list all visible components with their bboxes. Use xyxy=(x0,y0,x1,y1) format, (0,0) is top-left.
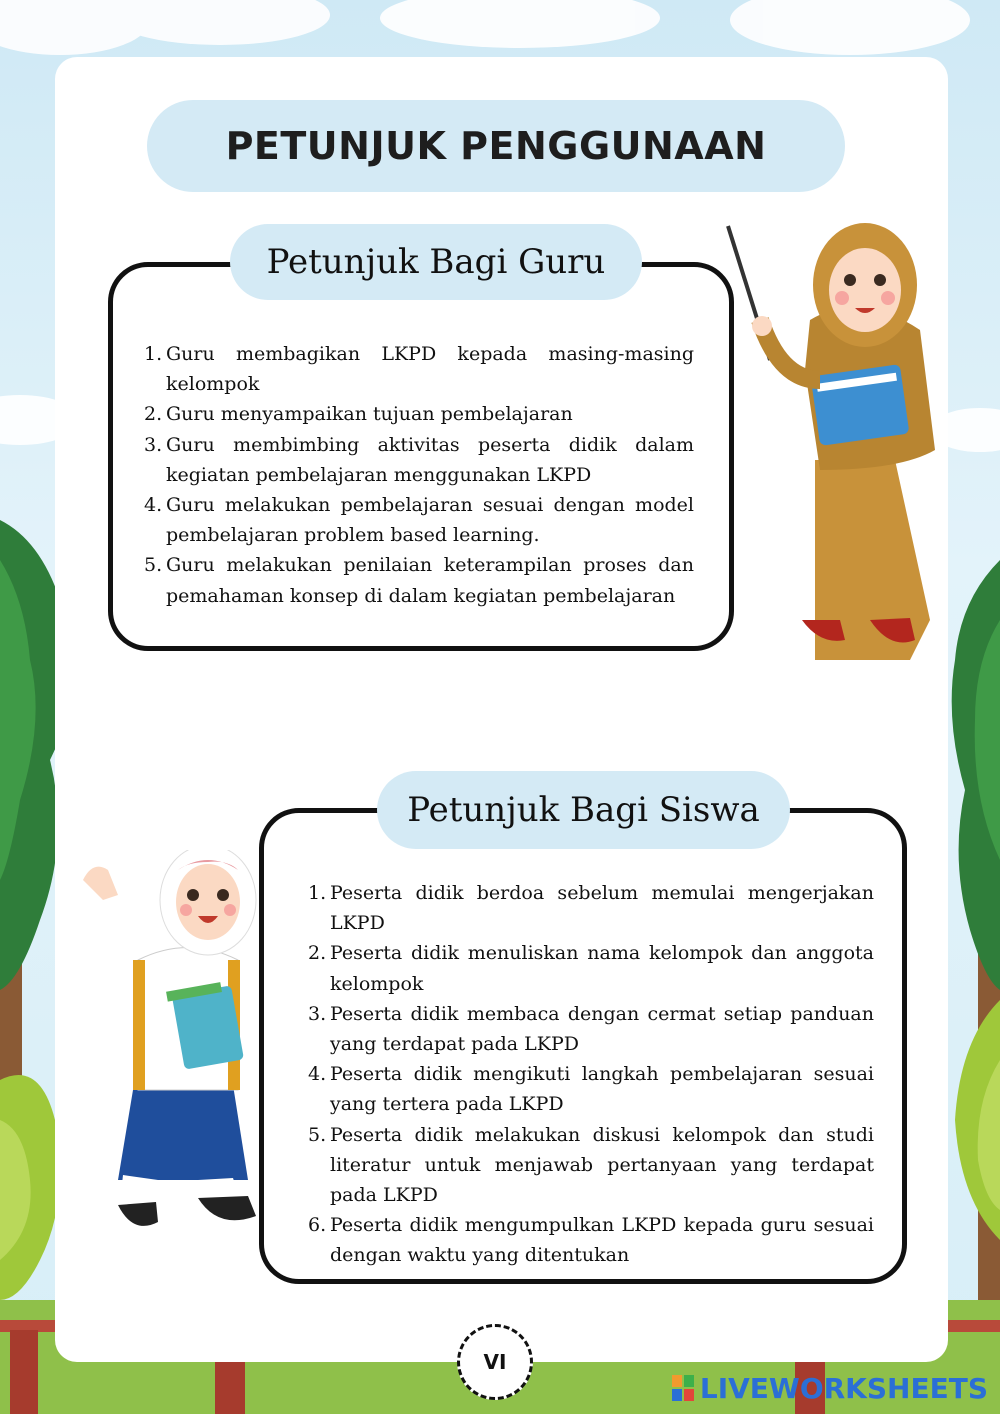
page-number-badge: VI xyxy=(457,1324,533,1400)
list-item xyxy=(308,1120,874,1211)
list-item xyxy=(144,339,694,399)
item-number: 1. xyxy=(144,343,163,365)
item-text: Peserta didik membaca dengan cermat setiap panduan yang terdapat pada LKPD xyxy=(330,1002,874,1056)
item-text: Peserta didik berdoa sebelum memulai mengerjakan LKPD xyxy=(330,882,874,935)
tree-decoration xyxy=(952,560,1000,1300)
item-text: Peserta didik mengikuti langkah pembelajaran sesuai yang tertera pada LKPD xyxy=(330,1063,874,1116)
page-title: PETUNJUK PENGGUNAAN xyxy=(147,100,845,192)
guru-section-heading: Petunjuk Bagi Guru xyxy=(230,224,642,300)
item-text: Guru melakukan pembelajaran sesuai dengan model pembelajaran problem based learning. xyxy=(166,494,694,547)
item-text: Peserta didik melakukan diskusi kelompok dan studi literatur untuk menjawab pertanyaan yang terdapat pada LKPD xyxy=(330,1123,874,1207)
watermark-text: LIVEWORKSHEETS xyxy=(699,1372,988,1405)
item-text: Guru membagikan LKPD kepada masing-masing kelompok xyxy=(166,343,694,396)
item-number: 1. xyxy=(308,882,327,904)
student-illustration xyxy=(78,850,268,1235)
item-number: 5. xyxy=(308,1123,327,1146)
item-number: 5. xyxy=(144,554,163,577)
item-number: 4. xyxy=(308,1063,327,1086)
teacher-illustration xyxy=(720,220,960,660)
liveworksheets-watermark[interactable] xyxy=(672,1372,988,1405)
list-item xyxy=(308,878,874,938)
siswa-instructions-list xyxy=(308,878,874,1271)
item-text: Guru melakukan penilaian keterampilan proses dan pemahaman konsep di dalam kegiatan pembelajaran xyxy=(166,554,694,607)
item-text: Peserta didik menuliskan nama kelompok dan anggota kelompok xyxy=(330,942,874,995)
list-item xyxy=(308,999,874,1059)
list-item xyxy=(144,430,694,490)
item-text: Guru membimbing aktivitas peserta didik dalam kegiatan pembelajaran menggunakan LKPD xyxy=(166,433,694,486)
item-number: 4. xyxy=(144,494,163,517)
item-number: 2. xyxy=(144,403,163,426)
liveworksheets-logo-icon xyxy=(672,1375,696,1403)
list-item xyxy=(144,550,694,610)
item-text: Peserta didik mengumpulkan LKPD kepada guru sesuai dengan waktu yang ditentukan xyxy=(330,1214,874,1267)
item-number: 6. xyxy=(308,1214,327,1237)
siswa-section-heading: Petunjuk Bagi Siswa xyxy=(377,771,790,849)
list-item xyxy=(144,399,694,429)
guru-instructions-list xyxy=(144,339,694,611)
list-item xyxy=(144,490,694,550)
item-text: Guru menyampaikan tujuan pembelajaran xyxy=(166,403,573,426)
list-item xyxy=(308,1210,874,1270)
item-number: 2. xyxy=(308,942,327,965)
list-item xyxy=(308,938,874,998)
item-number: 3. xyxy=(144,433,163,456)
list-item xyxy=(308,1059,874,1119)
item-number: 3. xyxy=(308,1002,327,1025)
